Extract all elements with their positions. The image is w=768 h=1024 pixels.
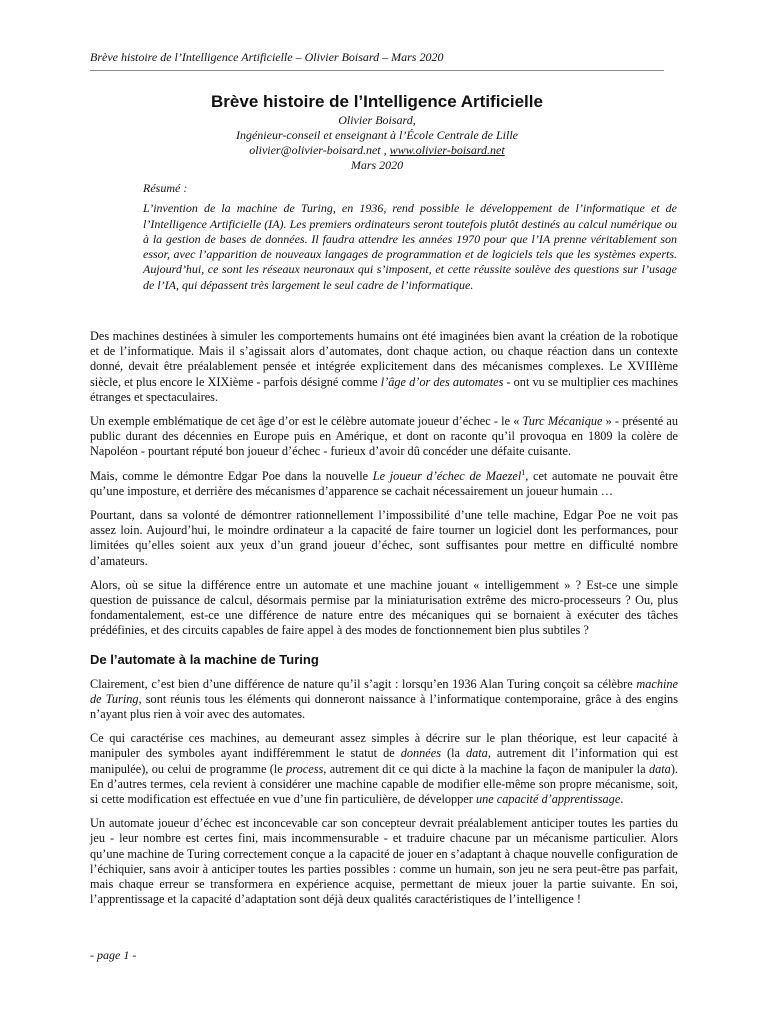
author-name: Olivier Boisard, [338,113,416,127]
contact-separator: , [380,143,390,157]
paragraph: Des machines destinées à simuler les comportements humains ont été imaginées bien avant la création de la robotique et de l’informatique. Mais il s’agissait alors d’automates, dont chaque action, ou chaque réaction dans un contexte donné, devait être préalablement pensée et intégrée explicitement dans des mécanismes complexes. Le XVIIIème siècle, et plus encore le XIXième - parfois désigné comme l’âge d’or des automates - ont vu se multiplier ces machines étranges et spectaculaires. [90,329,678,404]
paragraph: Pourtant, dans sa volonté de démontrer rationnellement l’impossibilité d’une telle machine, Edgar Poe ne voit pas assez loin. Aujourd’hui, le moindre ordinateur a la capacité de faire tourner un logiciel dont les performances, pour limitées qu’elles soient aux yeux d’un grand joueur d’échec, sont suffisantes pour mettre en difficulté nombre d’amateurs. [90,508,678,568]
emphasis: data [648,761,671,776]
footnote-reference[interactable]: 1 [521,467,526,477]
emphasis: l’âge d’or des automates [380,374,504,389]
paragraph: Un automate joueur d’échec est inconcevable car son concepteur devrait préalablement anticiper toutes les parties du jeu - leur nombre est certes fini, mais incommensurable - et traduire chacune par un mécanisme particulier. Alors qu’une machine de Turing correctement conçue a la capacité de jouer en s’adaptant à chaque nouvelle configuration de l’échiquier, sans avoir à anticiper toutes les parties possibles : comme un humain, son jeu ne sera peut-être pas parfait, mais chaque erreur se transformera en expérience acquise, permettant de mieux jouer la partie suivante. En soi, l’apprentissage et la capacité d’adaptation sont déjà deux qualités caractéristiques de l’intelligence ! [90,816,678,907]
title-block [90,91,664,173]
document-date: Mars 2020 [350,158,404,172]
paragraph: Ce qui caractérise ces machines, au demeurant assez simples à décrire sur le plan théorique, est leur capacité à manipuler des symboles ayant indifféremment le statut de données (la data, autrement dit l’information qui est manipulée), ou celui de programme (le process, autrement dit ce qui dicte à la machine la façon de manipuler la data). En d’autres termes, cela revient à considérer une machine capable de modifier elle-même son propre mécanisme, soit, si cette modification est effectuée en vue d’une fin particulière, de développer une capacité d’apprentissage. [90,731,678,807]
paragraph: Clairement, c’est bien d’une différence de nature qu’il s’agit : lorsqu’en 1936 Alan Turing conçoit sa célèbre machine de Turing, sont réunis tous les éléments qui donneront naissance à l’informatique contemporaine, grâce à des engins n’ayant plus rien à voir avec des automates. [90,676,678,722]
header-divider [90,70,664,71]
abstract-label: Résumé : [143,181,188,195]
book-title: Le joueur d’échec de Maezel [372,468,522,483]
abstract-text: L’invention de la machine de Turing, en 1936, rend possible le développement de l’informatique et de l’Intelligence Artificielle (IA). Les premiers ordinateurs seront toutefois plutôt destinés au calcul numérique ou à la gestion de bases de données. Il faudra attendre les années 1970 pour que l’IA prenne véritablement son essor, avec l’apparition de nouveaux langages de programmation et de logiciels tels que les systèmes experts. Aujourd’hui, ce sont les réseaux neuronaux qui s’imposent, et cette réussite soulève des questions sur l’usage de l’IA, qui dépassent très largement le seul cadre de l’informatique. [143,201,677,292]
paragraph: Alors, où se situe la différence entre un automate et une machine jouant « intelligemment » ? Est-ce une simple question de puissance de calcul, désormais permise par la miniaturisation extrême des micro-processeurs ? Ou, plus fondamentalement, est-ce une différence de nature entre des mécaniques qui se bornaient à exécuter des tâches prédéfinies, et des circuits capables de faire appel à des modes de fonctionnement bien plus subtiles ? [90,577,678,638]
page-number: - page 1 - [90,948,137,962]
emphasis: une capacité d’apprentissage [475,792,621,807]
emphasis: données [400,746,441,761]
abstract [143,181,677,293]
running-header: Brève histoire de l’Intelligence Artificielle – Olivier Boisard – Mars 2020 [90,50,444,64]
body-text [90,329,678,917]
author-affiliation: Ingénieur-conseil et enseignant à l’École Centrale de Lille [235,128,519,142]
author-email: olivier@olivier-boisard.net [249,143,381,157]
emphasis: data [465,746,488,761]
website-link[interactable]: www.olivier-boisard.net [389,143,505,157]
emphasis: process [286,761,324,776]
emphasis: Turc Mécanique [522,414,603,429]
paragraph: Un exemple emblématique de cet âge d’or est le célèbre automate joueur d’échec - le « Turc Mécanique » - présenté au public durant des décennies en Europe puis en Amérique, et dont on raconte qu’il provoqua en 1809 la colère de Napoléon - pourtant réputé bon joueur d’échec - furieux d’avoir dû concéder une défaite cuisante. [90,414,678,459]
contact-line [90,143,664,158]
section-heading: De l’automate à la machine de Turing [90,651,319,667]
emphasis: machine de Turing [90,676,678,706]
document-title: Brève histoire de l’Intelligence Artificielle [211,92,543,111]
paragraph: Mais, comme le démontre Edgar Poe dans la nouvelle Le joueur d’échec de Maezel$^1$, cet automate ne pouvait être qu’une imposture, et derrière des mécanismes d’apparence se cachait nécessairement un joueur humain … [90,467,678,498]
